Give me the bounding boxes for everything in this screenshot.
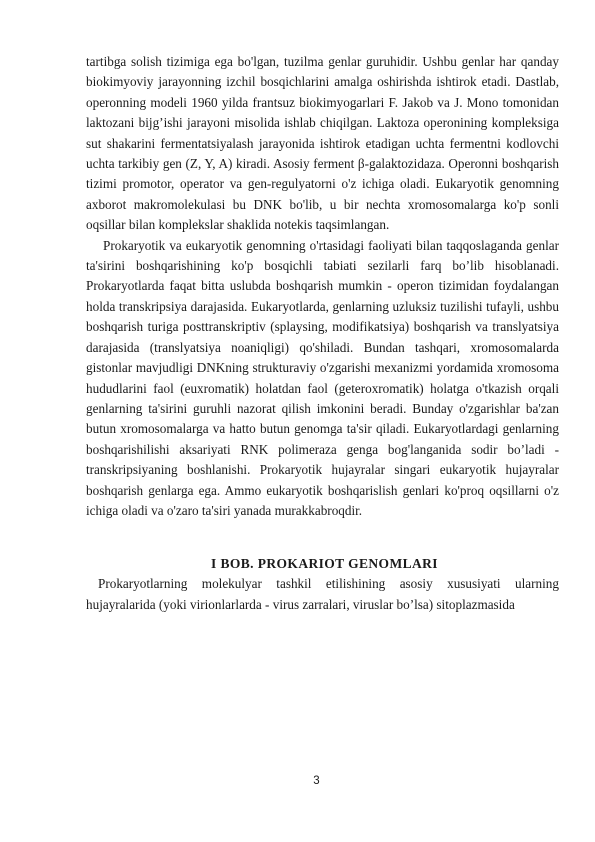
document-page [86, 52, 559, 615]
page-number: 3 [313, 775, 320, 787]
chapter-heading: I BOB. PROKARIOT GENOMLARI [211, 556, 438, 572]
body-paragraph-3: Prokaryotlarning molekulyar tashkil etilishining asosiy xususiyati ularning hujayralarida (yoki virionlarlarda - virus zarralari, viruslar bo’lsa) sitoplazmasida [86, 576, 559, 612]
body-paragraph-1: tartibga solish tizimiga ega bo'lgan, tuzilma genlar guruhidir. Ushbu genlar har qanday biokimyoviy jarayonning izchil bosqichlarini amalga oshirishda ishtirok etadi. Dastlab, operonning modeli 1960 yilda frantsuz biokimyogarlari F. Jakob va J. Mono tomonidan laktozani bijg’ishi jarayoni misolida ishlab chiqilgan. Laktoza operonining kompleksiga sut shakarini fermentatsiyalash jarayonida ishtirok etadigan uchta fermentni kodlovchi uchta tarkibiy gen (Z, Y, A) kiradi. Asosiy ferment β-galaktozidaza. Operonni boshqarish tizimi promotor, operator va gen-regulyatorni o'z ichiga oladi. Eukaryotik genomning axborot makromolekulasi bu DNK bo'lib, u bir nechta xromosomalarga ko'p sonli oqsillar bilan komplekslar shaklida notekis taqsimlangan. [86, 54, 559, 233]
body-paragraph-2: Prokaryotik va eukaryotik genomning o'rtasidagi faoliyati bilan taqqoslaganda genlar ta'sirini boshqarishining ko'p bosqichli tabiati sezilarli farq bo’lib hisoblanadi. Prokaryotlarda faqat bitta uslubda boshqarish mumkin - operon tizimidan foydalangan holda transkripsiya darajasida. Eukaryotlarda, genlarning uzluksiz tuzilishi tufayli, ushbu boshqarish turiga posttranskriptiv (splaysing, modifikatsiya) boshqarish va translyatsiya darajasida (translyatsiya noaniqligi) qo'shiladi. Bundan tashqari, xromosomalarda gistonlar mavjudligi DNKning strukturaviy o'zgarishi mexanizmi yordamida xromosoma hududlarini faol (euxromatik) holatdan faol (geteroxromatik) holatga o'tkazish orqali genlarning ta'sirini guruhli nazorat qilish imkonini beradi. Bunday o'zgarishlar ba'zan butun xromosomalarga va hatto butun genomga ta'sir qiladi. Eukaryotlardagi genlarning boshqarishilishi aksariyati RNK polimeraza genga bog'langanida sodir bo’ladi - transkripsiyaning boshlanishi. Prokaryotik hujayralar singari eukaryotik hujayralar boshqarish genlarga ega. Ammo eukaryotik boshqarislish genlari ko'proq oqsillarni o'z ichiga oladi va o'zaro ta'siri yanada murakkabroqdir. [86, 237, 559, 518]
